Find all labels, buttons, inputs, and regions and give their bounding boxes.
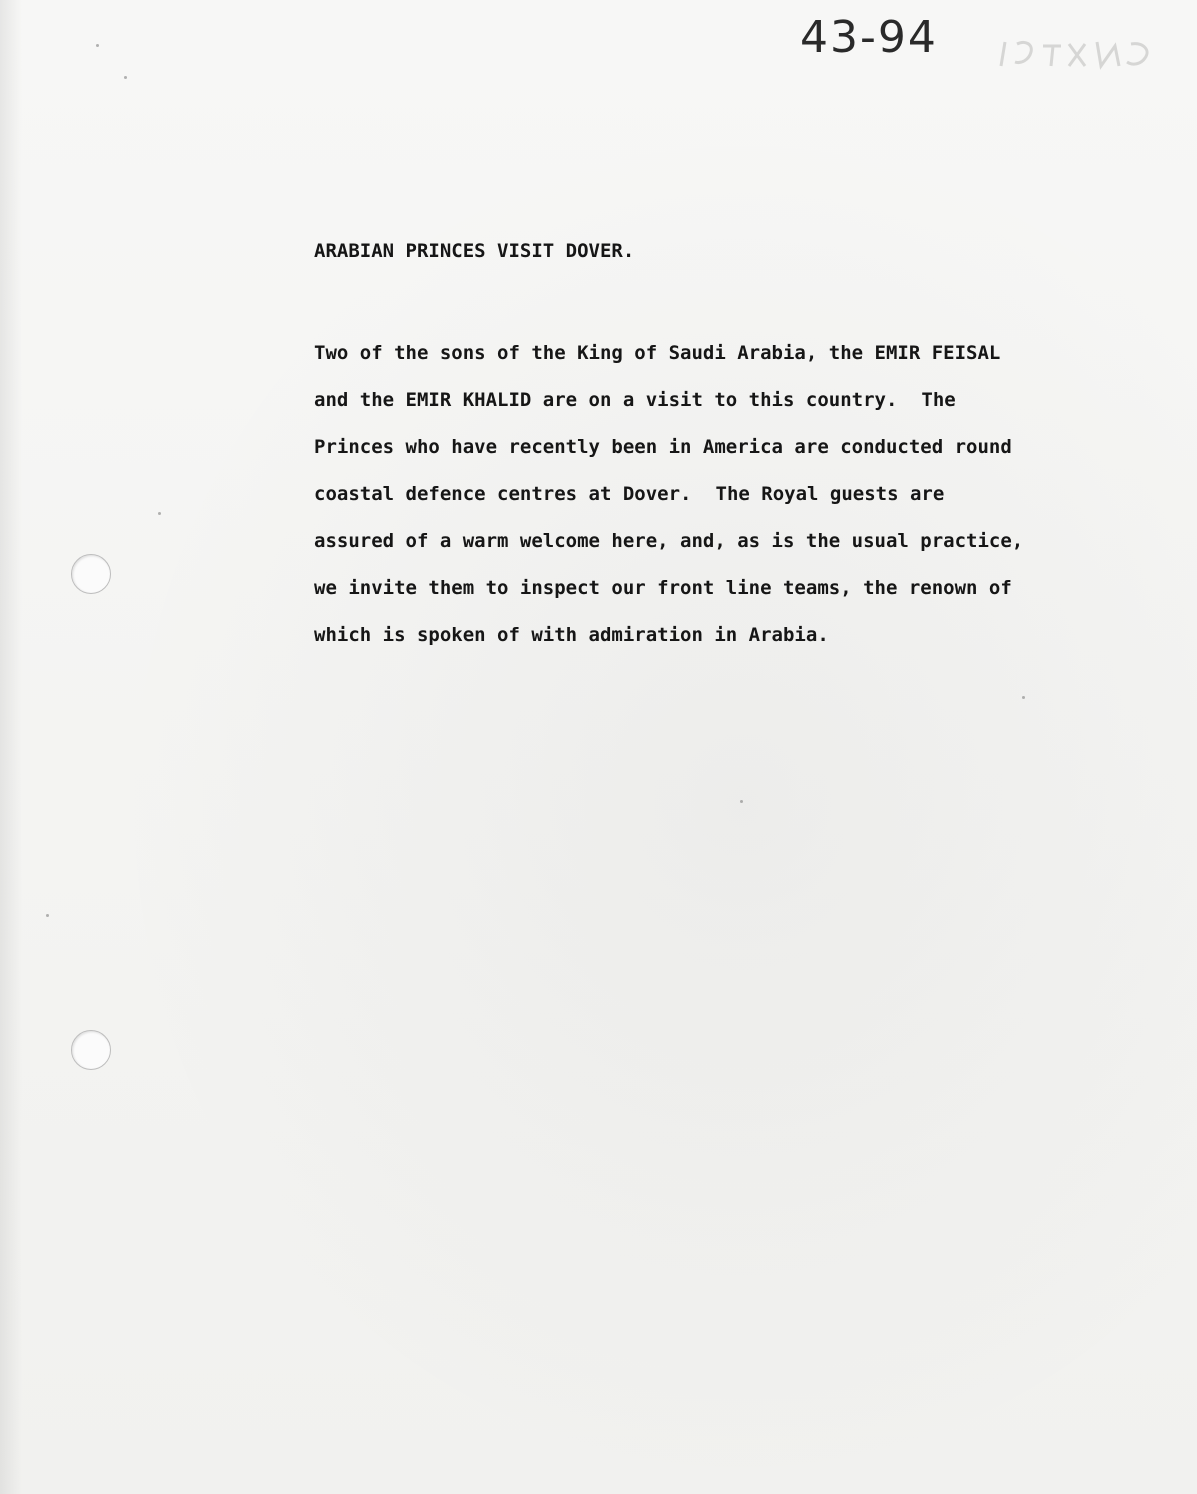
body-line-text: Princes who have recently been in America are conducted round — [314, 436, 1012, 458]
body-line-4 — [314, 471, 1023, 518]
body-line-tail: The Royal guests are — [715, 483, 945, 505]
body-line-text: we invite them to inspect our front line teams, the renown of — [314, 577, 1012, 599]
speck — [46, 914, 49, 917]
body-line-6 — [314, 565, 1023, 612]
body-line-5 — [314, 518, 1023, 565]
bleed-through-marks — [995, 36, 1155, 72]
body-line-tail: The — [921, 389, 956, 411]
body-line-2 — [314, 377, 1023, 424]
body-line-text: coastal defence centres at Dover. — [314, 483, 692, 505]
speck — [124, 76, 127, 79]
speck — [158, 512, 161, 515]
handwritten-page-number: 43-94 — [800, 12, 938, 63]
body-line-text: assured of a warm welcome here, and, as is the usual practice, — [314, 530, 1024, 552]
speck — [96, 44, 99, 47]
body-line-text: and the EMIR KHALID are on a visit to this country. — [314, 389, 898, 411]
body-line-1 — [314, 330, 1023, 377]
body-line-text: Two of the sons of the King of Saudi Arabia, the EMIR FEISAL — [314, 342, 1001, 364]
body-paragraph — [314, 330, 1023, 659]
page-left-edge — [0, 0, 22, 1494]
body-line-7 — [314, 612, 1023, 659]
punch-hole-bottom — [71, 1030, 111, 1070]
body-line-3 — [314, 424, 1023, 471]
speck — [740, 800, 743, 803]
body-line-text: which is spoken of with admiration in Arabia. — [314, 624, 829, 646]
punch-hole-top — [71, 554, 111, 594]
document-title: ARABIAN PRINCES VISIT DOVER. — [314, 240, 635, 262]
speck — [1022, 696, 1025, 699]
